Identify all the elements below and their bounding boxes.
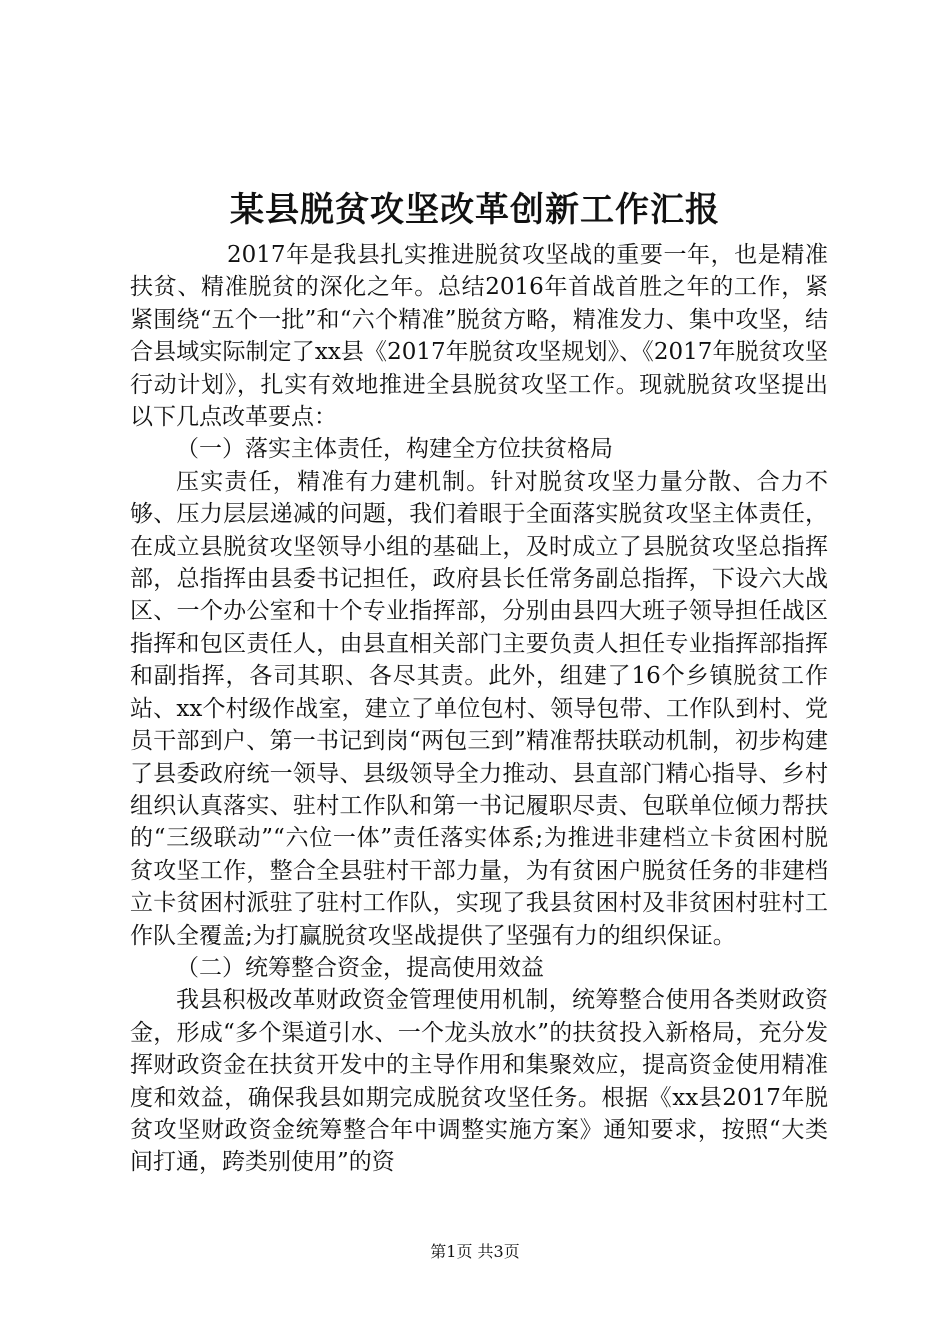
paragraph-intro: 2017年是我县扎实推进脱贫攻坚战的重要一年，也是精准扶贫、精准脱贫的深化之年。总结2016年首战首胜之年的工作，紧紧围绕“五个一批”和“六个精准”脱贫方略，精准发力、集中攻坚，结合县域实际制定了xx县《2017年脱贫攻坚规划》、《2017年脱贫攻坚行动计划》，扎实有效地推进全县脱贫攻坚工作。现就脱贫攻坚提出以下几点改革要点：: [130, 242, 828, 431]
document-body: [130, 239, 828, 1179]
paragraph-section-2: 我县积极改革财政资金管理使用机制，统筹整合使用各类财政资金，形成“多个渠道引水、一个龙头放水”的扶贫投入新格局，充分发挥财政资金在扶贫开发中的主导作用和集聚效应，提高资金使用精准度和效益，确保我县如期完成脱贫攻坚任务。根据《xx县2017年脱贫攻坚财政资金统筹整合年中调整实施方案》通知要求，按照“大类间打通，跨类别使用”的资: [130, 987, 828, 1176]
paragraph-section-1: 压实责任，精准有力建机制。针对脱贫攻坚力量分散、合力不够、压力层层递减的问题，我们着眼于全面落实脱贫攻坚主体责任，在成立县脱贫攻坚领导小组的基础上，及时成立了县脱贫攻坚总指挥部，总指挥由县委书记担任，政府县长任常务副总指挥，下设六大战区、一个办公室和十个专业指挥部，分别由县四大班子领导担任战区指挥和包区责任人，由县直相关部门主要负责人担任专业指挥部指挥和副指挥，各司其职、各尽其责。此外，组建了16个乡镇脱贫工作站、xx个村级作战室，建立了单位包村、领导包带、工作队到村、党员干部到户、第一书记到岗“两包三到”精准帮扶联动机制，初步构建了县委政府统一领导、县级领导全力推动、县直部门精心指导、乡村组织认真落实、驻村工作队和第一书记履职尽责、包联单位倾力帮扶的“三级联动”“六位一体”责任落实体系;为推进非建档立卡贫困村脱贫攻坚工作，整合全县驻村干部力量，为有贫困户脱贫任务的非建档立卡贫困村派驻了驻村工作队，实现了我县贫困村及非贫困村驻村工作队全覆盖;为打赢脱贫攻坚战提供了坚强有力的组织保证。: [130, 468, 828, 949]
section-heading-2: （二）统筹整合资金，提高使用效益: [176, 954, 544, 981]
document-title: 某县脱贫攻坚改革创新工作汇报: [230, 190, 720, 230]
page-footer: 第1页 共3页: [430, 1242, 520, 1261]
section-heading-1: （一）落实主体责任，构建全方位扶贫格局: [176, 436, 613, 463]
